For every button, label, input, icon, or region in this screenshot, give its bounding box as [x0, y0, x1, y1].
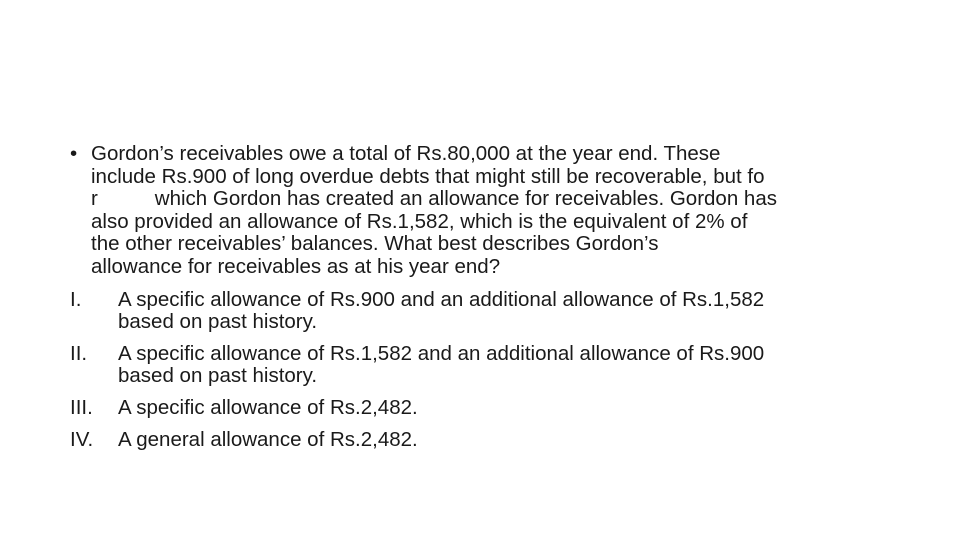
answer-options — [70, 289, 920, 452]
bullet-icon: • — [70, 142, 78, 165]
option-numeral: III. — [70, 395, 93, 419]
option-ii — [70, 343, 920, 388]
option-numeral: II. — [70, 341, 88, 365]
option-iii — [70, 397, 920, 420]
option-text-line: A specific allowance of Rs.1,582 and an additional allowance of Rs.900 — [118, 341, 765, 365]
option-numeral: IV. — [70, 427, 94, 451]
question-line: also provided an allowance of Rs.1,582, which is the equivalent of 2% of — [91, 209, 748, 233]
option-text-line: based on past history. — [118, 364, 318, 388]
option-numeral: I. — [70, 287, 82, 311]
slide-body — [70, 143, 920, 460]
option-text-line: based on past history. — [118, 310, 318, 334]
question-line: allowance for receivables as at his year end? — [91, 254, 501, 278]
option-i — [70, 289, 920, 334]
question-line: include Rs.900 of long overdue debts that might still be recoverable, but fo — [91, 164, 765, 188]
option-text-line: A general allowance of Rs.2,482. — [118, 427, 418, 451]
question-line: r which Gordon has created an allowance for receivables. Gordon has — [91, 187, 777, 211]
option-text-line: A specific allowance of Rs.2,482. — [118, 395, 418, 419]
question-line: Gordon’s receivables owe a total of Rs.80,000 at the year end. These — [91, 142, 721, 165]
option-iv — [70, 429, 920, 452]
option-text-line: A specific allowance of Rs.900 and an additional allowance of Rs.1,582 — [118, 287, 765, 311]
question-line: the other receivables’ balances. What best describes Gordon’s — [91, 232, 659, 256]
question-paragraph — [70, 143, 920, 279]
